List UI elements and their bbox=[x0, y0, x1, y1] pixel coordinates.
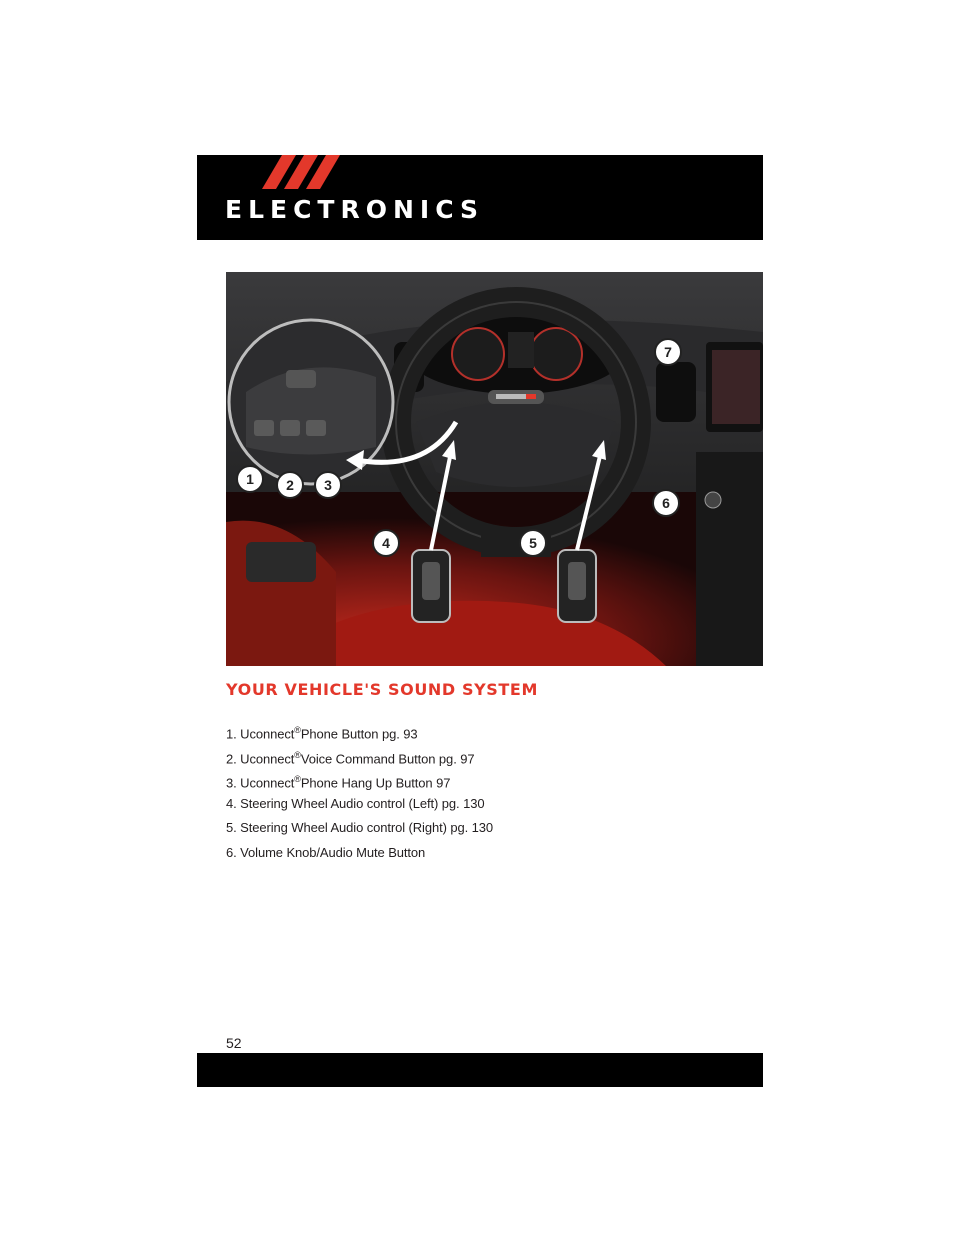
callout-7 bbox=[655, 339, 681, 365]
svg-text:4: 4 bbox=[382, 535, 390, 551]
list-item: 6. Volume Knob/Audio Mute Button bbox=[226, 844, 426, 860]
svg-text:5: 5 bbox=[529, 535, 537, 551]
svg-text:7: 7 bbox=[664, 344, 672, 360]
brand-stripes-icon bbox=[252, 155, 342, 189]
svg-text:1: 1 bbox=[246, 471, 254, 487]
sound-system-list bbox=[226, 722, 493, 870]
callout-4 bbox=[373, 530, 399, 556]
callout-3 bbox=[315, 472, 341, 498]
svg-text:2: 2 bbox=[286, 477, 294, 493]
list-item: 2. Uconnect®Voice Command Button pg. 97 bbox=[226, 749, 475, 766]
list-item: 1. Uconnect®Phone Button pg. 93 bbox=[226, 725, 418, 742]
page-number: 52 bbox=[226, 1035, 242, 1051]
callout-5 bbox=[520, 530, 546, 556]
section-heading: YOUR VEHICLE'S SOUND SYSTEM bbox=[226, 680, 538, 699]
callout-1 bbox=[237, 466, 263, 492]
list-item: 4. Steering Wheel Audio control (Left) pg. 130 bbox=[226, 795, 485, 811]
cockpit-photo bbox=[226, 272, 763, 666]
list-item: 5. Steering Wheel Audio control (Right) pg. 130 bbox=[226, 820, 494, 836]
section-title: ELECTRONICS bbox=[225, 195, 485, 224]
page-header bbox=[197, 155, 763, 240]
svg-text:3: 3 bbox=[324, 477, 332, 493]
callout-6 bbox=[653, 490, 679, 516]
page-footer-bar bbox=[197, 1053, 763, 1087]
list-item: 3. Uconnect®Phone Hang Up Button 97 bbox=[226, 774, 451, 791]
callout-2 bbox=[277, 472, 303, 498]
svg-text:6: 6 bbox=[662, 495, 670, 511]
